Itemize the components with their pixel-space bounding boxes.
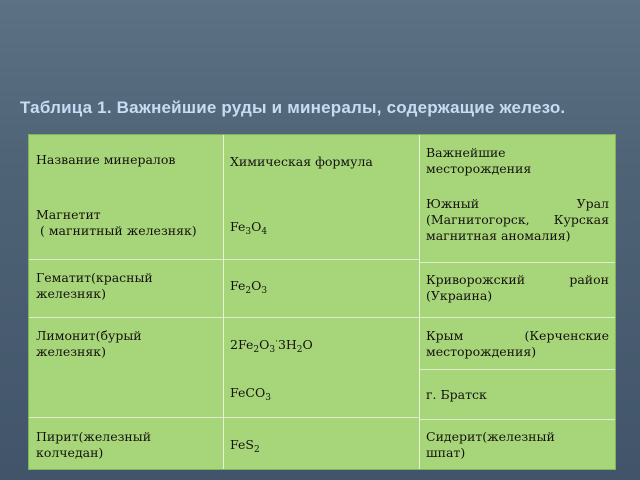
deposit-location: месторождения) [426,344,537,359]
mineral-name-sub: железняк) [36,344,106,359]
table-cell [223,260,419,318]
table-cell [419,193,615,263]
minerals-table [28,134,616,470]
formula-hematite: $Fe_2O_3$ [230,278,268,296]
deposit-location: шпат) [426,445,466,460]
header-mineral-name: Название минералов [36,152,176,167]
column-formulas [223,135,420,469]
formula-limonite: $2Fe_2O_3^\cdot 3H_2O$ [230,337,313,356]
deposit-name: г. Братск [426,387,487,402]
table-cell [419,318,615,370]
column-mineral-names [29,135,224,469]
table-cell [29,260,223,318]
table-cell [419,420,615,469]
table-cell [223,418,419,469]
mineral-name-sub: колчедан) [36,445,104,460]
mineral-name: Гематит(красный [36,270,153,285]
deposit-name: Южный Урал [426,196,609,211]
header-formula: Химическая формула [230,154,373,169]
formula-pyrite: FeS$_2$ [230,437,260,455]
table-cell [419,135,615,193]
header-deposits: Важнейшие [426,145,506,160]
mineral-name: Лимонит(бурый [36,328,142,343]
header-deposits-line2: месторождения [426,161,532,176]
table-cell [29,135,223,260]
table-cell [29,418,223,469]
table-cell [223,135,419,260]
table-cell [29,318,223,418]
mineral-name: Магнетит [36,207,101,222]
table-cell [223,318,419,418]
page-title: Таблица 1. Важнейшие руды и минералы, содержащие железо. [20,98,566,117]
deposit-name: Сидерит(железный [426,429,555,444]
table-cell [419,370,615,420]
mineral-name: Пирит(железный [36,429,152,444]
deposit-name: Крым (Керченские [426,328,609,343]
deposit-location: магнитная аномалия) [426,228,571,243]
deposit-name: Криворожский район [426,272,609,287]
table-cell [419,263,615,318]
formula-magnetite: $Fe_3O_4$ [230,219,268,237]
deposit-location: (Украина) [426,288,493,303]
formula-siderite: FeCO$_3$ [230,385,271,403]
deposit-location: (Магнитогорск, Курская [426,212,609,227]
column-deposits [419,135,615,469]
mineral-name-sub: железняк) [36,286,106,301]
mineral-name-sub: ( магнитный железняк) [36,223,197,238]
